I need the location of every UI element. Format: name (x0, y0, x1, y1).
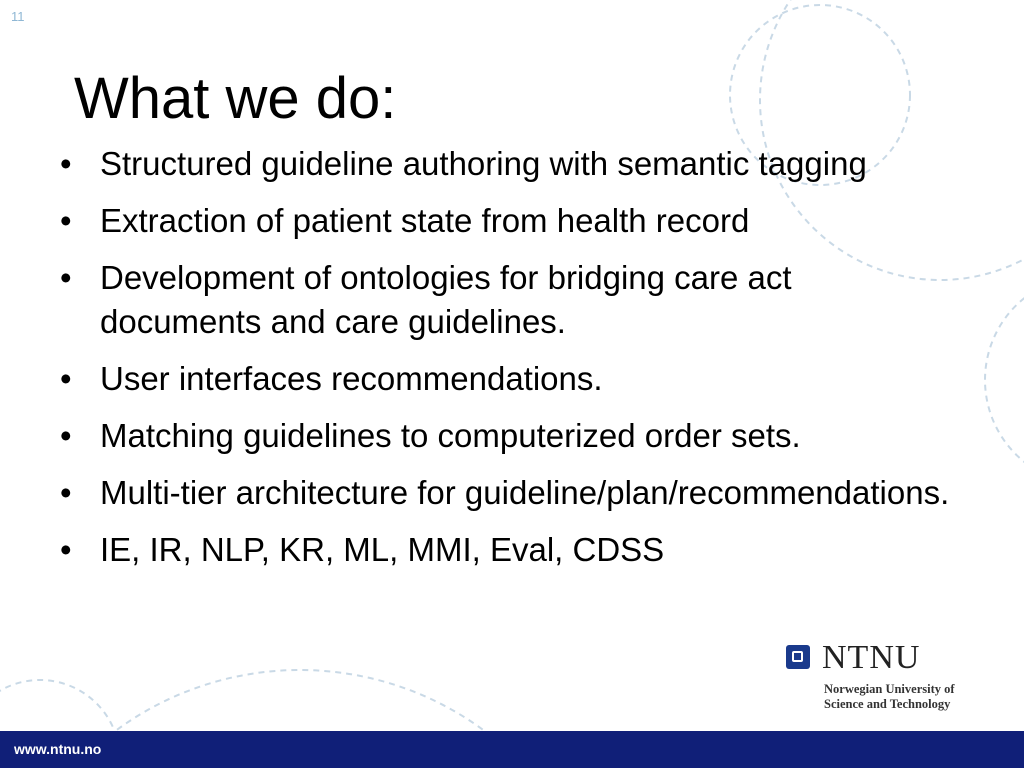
bullet-text: User interfaces recommendations. (100, 360, 603, 397)
logo-subtitle-line1: Norwegian University of (824, 682, 955, 696)
bullet-symbol: • (60, 531, 72, 568)
bullet-text: Development of ontologies for bridging care act documents and care guidelines. (100, 259, 792, 340)
logo-subtitle (824, 682, 955, 712)
ntnu-logo (786, 641, 1006, 717)
footer-bar (0, 731, 1024, 768)
ntnu-logo-mark-icon (786, 645, 810, 669)
footer-url: www.ntnu.no (14, 741, 102, 757)
bullet-text: Extraction of patient state from health record (100, 202, 750, 239)
bullet-item (60, 414, 960, 458)
bullet-symbol: • (60, 259, 72, 296)
bullet-item (60, 142, 960, 186)
bullet-text: Multi-tier architecture for guideline/plan/recommendations. (100, 474, 950, 511)
decor-arc-right (985, 275, 1024, 485)
bullet-text: Matching guidelines to computerized order sets. (100, 417, 801, 454)
bullet-symbol: • (60, 417, 72, 454)
bullet-symbol: • (60, 474, 72, 511)
bullet-item (60, 528, 960, 572)
bullet-item (60, 357, 960, 401)
bullet-symbol: • (60, 145, 72, 182)
slide-title: What we do: (74, 66, 397, 131)
logo-name: NTNU (822, 639, 921, 676)
bullet-symbol: • (60, 360, 72, 397)
logo-subtitle-line2: Science and Technology (824, 697, 951, 711)
slide-number: 11 (11, 9, 25, 24)
bullet-list (60, 142, 960, 585)
bullet-text: Structured guideline authoring with semantic tagging (100, 145, 867, 182)
bullet-item (60, 199, 960, 243)
bullet-item (60, 471, 960, 515)
bullet-item (60, 256, 960, 344)
bullet-symbol: • (60, 202, 72, 239)
bullet-text: IE, IR, NLP, KR, ML, MMI, Eval, CDSS (100, 531, 665, 568)
